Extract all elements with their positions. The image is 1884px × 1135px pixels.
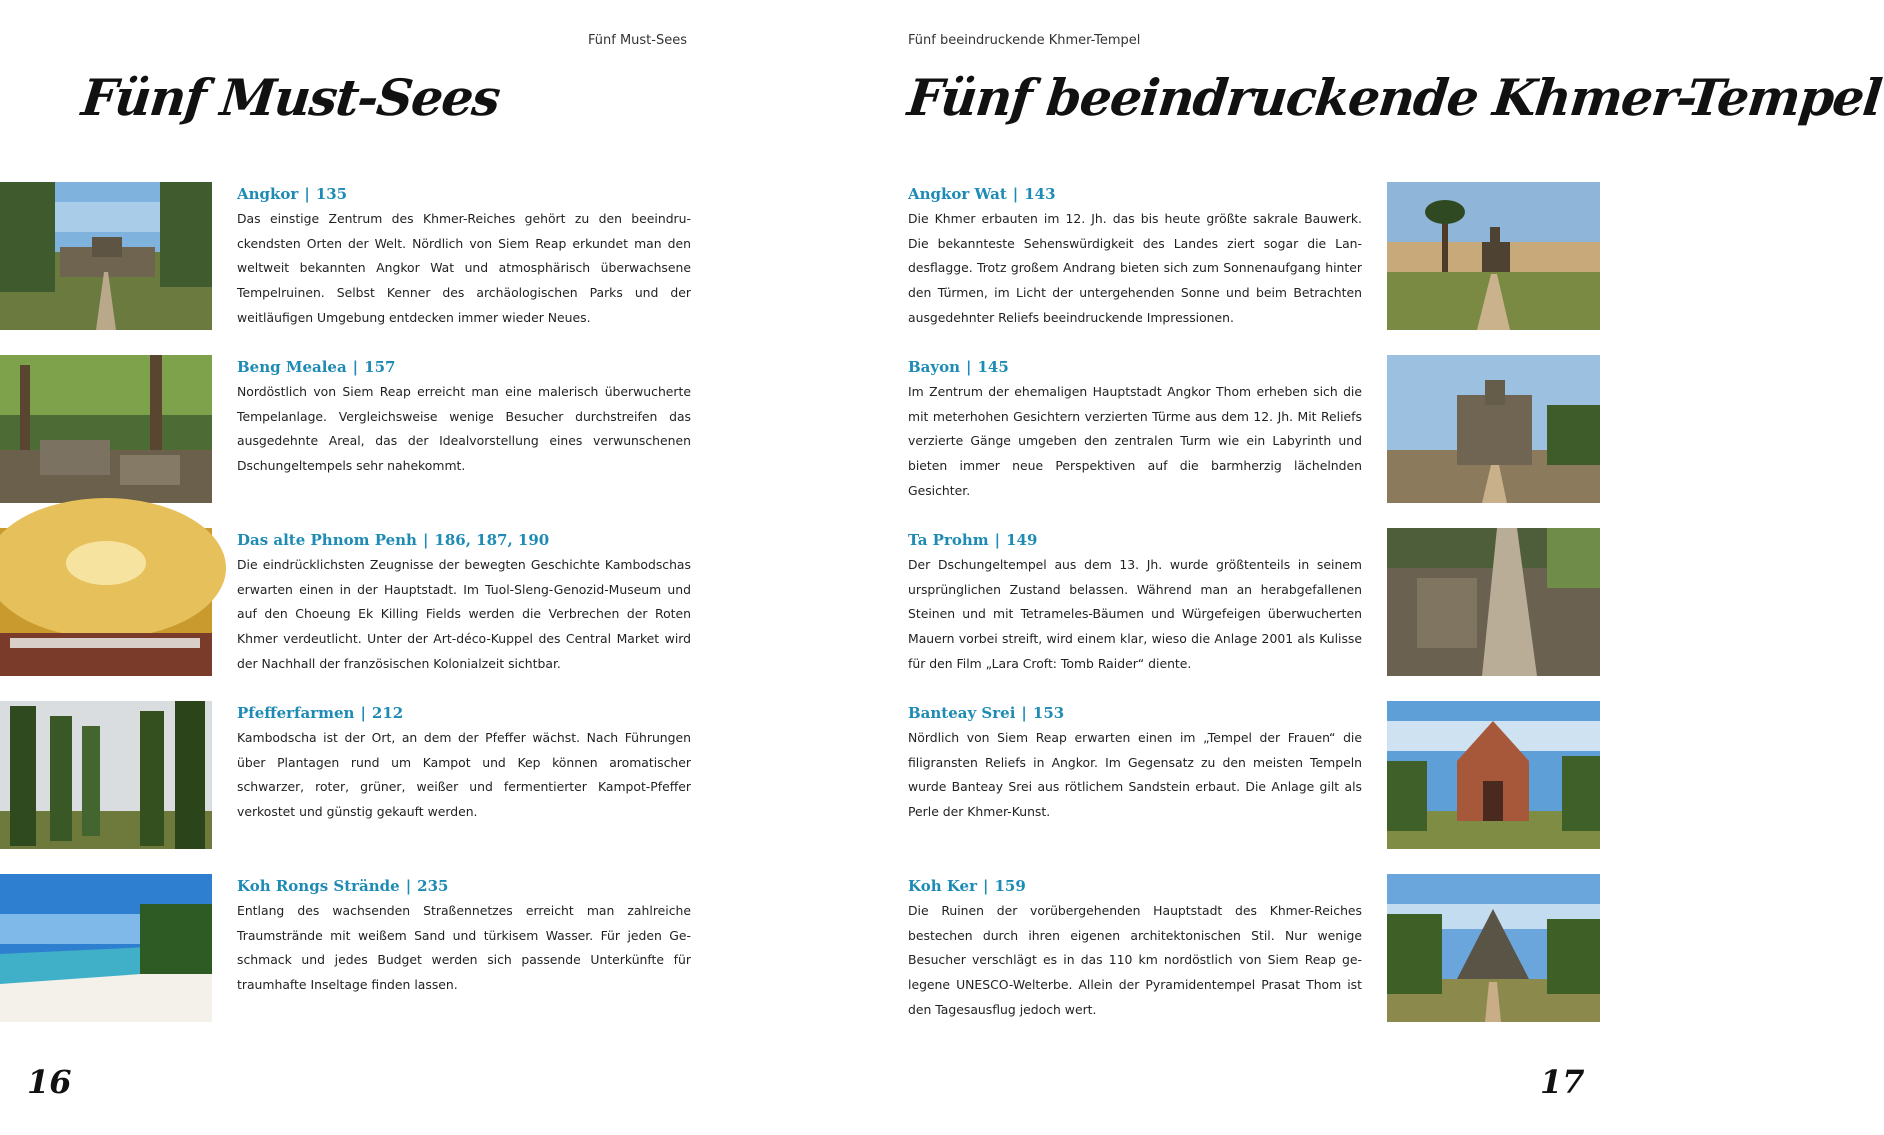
entry-heading: Koh Rongs Strände | 235 — [237, 877, 449, 895]
page-number: 16 — [27, 1063, 72, 1101]
entry-title: Angkor — [237, 185, 299, 203]
entry-phnom-penh — [0, 528, 692, 678]
entry-banteay-srei — [908, 701, 1600, 851]
running-head: Fünf Must-Sees — [588, 33, 687, 48]
entry-description: Die eindrücklichsten Zeugnisse der bewegten Geschichte Kambodschas erwarten einen in der Hauptstadt. Im Tuol-Sleng-Genozid-Museum und auf den Choeung Ek Killing Fields werden die Verbrechen der Roten Khmer verdeutlicht. Unter der Art-déco-Kuppel des Central Market wird der Nachhall der französischen Kolonialzeit sichtbar. — [237, 557, 691, 671]
angkor-wat-photo — [1387, 182, 1600, 330]
entry-description: Im Zentrum der ehemaligen Hauptstadt Angkor Thom erheben sich die mit meterhohen Gesichtern verzierten Türme aus dem 12. Jh. Mit Reliefs verzierte Gänge umgeben den zentralen Turm wie ein Labyrinth und bieten immer neue Perspektiven auf die barmherzig lächelnden Gesichter. — [908, 384, 1362, 498]
entry-title: Koh Rongs Strände — [237, 877, 400, 895]
entry-heading: Koh Ker | 159 — [908, 877, 1026, 895]
koh-ker-photo — [1387, 874, 1600, 1022]
entry-description: Die Ruinen der vorübergehenden Hauptstadt des Khmer-Reiches bestechen durch ihren eigenen architektonischen Stil. Nur wenige Besucher verschlägt es in das 110 km nordöstlich von Siem Reap gelegene UNESCO-Welterbe. Allein der Pyramidentempel Prasat Thom ist den Tagesausflug jedoch wert. — [908, 903, 1362, 1017]
entry-heading: Angkor | 135 — [237, 185, 348, 203]
entry-description: Nördlich von Siem Reap erwarten einen im „Tempel der Frauen“ die filigransten Reliefs in Angkor. Im Gegensatz zu den meisten Tempeln wurde Banteay Srei aus rötlichem Sandstein erbaut. Die Anlage gilt als Perle der Khmer-Kunst. — [908, 730, 1362, 820]
entry-heading: Beng Mealea | 157 — [237, 358, 396, 376]
entry-heading: Banteay Srei | 153 — [908, 704, 1065, 722]
entry-page-ref: 149 — [1006, 531, 1038, 549]
temple-causeway-photo — [0, 182, 212, 330]
entry-description: Nordöstlich von Siem Reap erreicht man eine malerisch überwucherte Tempelanlage. Vergleichsweise wenige Besucher durchstreifen das ausgedehnte Areal, das der Idealvorstellung eines verwunschenen Dschungeltempels sehr nahekommt. — [237, 384, 691, 474]
entry-angkor — [0, 182, 692, 332]
entry-text — [237, 877, 691, 998]
entry-heading: Ta Prohm | 149 — [908, 531, 1038, 549]
entry-title: Angkor Wat — [908, 185, 1007, 203]
page-title: Fünf Must-Sees — [78, 68, 502, 127]
entry-page-ref: 186, 187, 190 — [434, 531, 550, 549]
right-page — [800, 0, 1884, 1135]
entry-page-ref: 157 — [364, 358, 396, 376]
entry-page-ref: 135 — [315, 185, 348, 203]
beach-photo — [0, 874, 212, 1022]
entry-page-ref: 153 — [1032, 704, 1065, 722]
entry-ta-prohm — [908, 528, 1600, 678]
entry-heading: Angkor Wat | 143 — [908, 185, 1056, 203]
entry-text — [237, 185, 691, 331]
entry-page-ref: 145 — [977, 358, 1009, 376]
banteay-srei-photo — [1387, 701, 1600, 849]
entry-description: Entlang des wachsenden Straßennetzes erreicht man zahlreiche Traumstrände mit weißem Sand und türkisem Wasser. Für jeden Geschmack und jedes Budget werden sich passende Unterkünfte für traumhafte Inseltage finden lassen. — [237, 903, 691, 993]
entry-page-ref: 235 — [417, 877, 449, 895]
entry-text — [908, 358, 1362, 504]
entry-text — [237, 531, 691, 677]
entry-page-ref: 212 — [371, 704, 404, 722]
entry-title: Bayon — [908, 358, 961, 376]
entry-heading: Pfefferfarmen | 212 — [237, 704, 404, 722]
entry-title: Ta Prohm — [908, 531, 989, 549]
page-title: Fünf beeindruckende Khmer-Tempel — [904, 68, 1884, 127]
entry-text — [908, 704, 1362, 825]
entry-description: Der Dschungeltempel aus dem 13. Jh. wurde größtenteils in seinem ursprünglichen Zustand belassen. Während man an herabgefallenen Steinen und mit Tetrameles-Bäumen und Würgefeigen überwucherten Mauern vorbei streift, wird einem klar, wieso die Anlage 2001 als Kulisse für den Film „Lara Croft: Tomb Raider“ diente. — [908, 557, 1362, 671]
entry-page-ref: 143 — [1024, 185, 1056, 203]
entry-title: Banteay Srei — [908, 704, 1016, 722]
entry-beng-mealea — [0, 355, 692, 505]
entry-text — [237, 358, 691, 479]
left-page — [0, 0, 800, 1135]
entry-title: Pfefferfarmen — [237, 704, 355, 722]
entry-text — [908, 185, 1362, 331]
entry-koh-rong — [0, 874, 692, 1024]
entry-text — [908, 877, 1362, 1023]
entry-description: Kambodscha ist der Ort, an dem der Pfeffer wächst. Nach Führungen über Plantagen rund um Kampot und Kep können aromatischer schwarzer, roter, grüner, weißer und fermentierter Kampot-Pfeffer verkostet und günstig gekauft werden. — [237, 730, 691, 820]
entry-heading: Bayon | 145 — [908, 358, 1009, 376]
entry-page-ref: 159 — [994, 877, 1026, 895]
jungle-ruins-photo — [0, 355, 212, 503]
page-number: 17 — [1540, 1063, 1585, 1101]
entry-text — [237, 704, 691, 825]
entry-title: Koh Ker — [908, 877, 977, 895]
entry-title: Das alte Phnom Penh — [237, 531, 417, 549]
running-head: Fünf beeindruckende Khmer-Tempel — [908, 33, 1141, 48]
market-dome-photo — [0, 528, 212, 676]
bayon-photo — [1387, 355, 1600, 503]
entry-description: Die Khmer erbauten im 12. Jh. das bis heute größte sakrale Bauwerk. Die bekannteste Sehenswürdigkeit des Landes ziert sogar die Landesflagge. Trotz großem Andrang bieten sich zum Sonnenaufgang hinter den Türmen, im Licht der untergehenden Sonne und beim Betrachten ausgedehnter Reliefs beeindruckende Impressionen. — [908, 211, 1362, 325]
entry-bayon — [908, 355, 1600, 505]
entry-text — [908, 531, 1362, 677]
entry-title: Beng Mealea — [237, 358, 347, 376]
entry-koh-ker — [908, 874, 1600, 1024]
entry-description: Das einstige Zentrum des Khmer-Reiches gehört zu den beeindruckendsten Orten der Welt. Nördlich von Siem Reap erkundet man den weltweit bekannten Angkor Wat und atmosphärisch überwachsene Tempelruinen. Selbst Kenner des archäologischen Parks und der weitläufigen Umgebung entdecken immer wieder Neues. — [237, 211, 691, 325]
pepper-farm-photo — [0, 701, 212, 849]
entry-angkor-wat — [908, 182, 1600, 332]
ta-prohm-photo — [1387, 528, 1600, 676]
entry-heading: Das alte Phnom Penh | 186, 187, 190 — [237, 531, 550, 549]
entry-pfefferfarmen — [0, 701, 692, 851]
